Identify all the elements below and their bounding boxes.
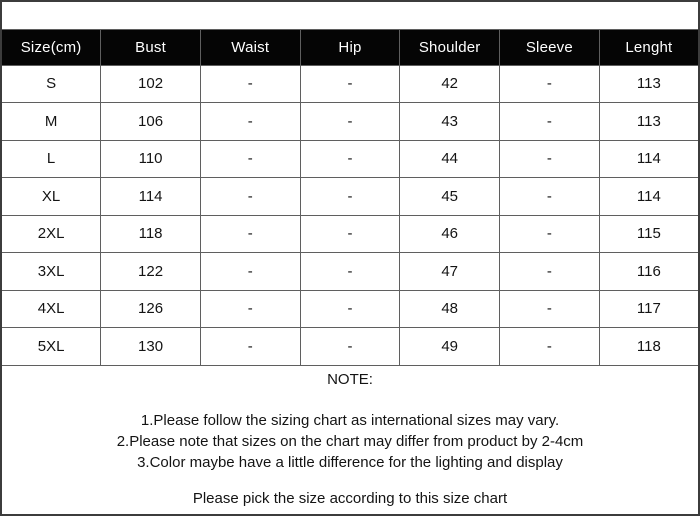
- length-value: 117: [599, 290, 699, 328]
- note-footer: Please pick the size according to this size chart: [192, 490, 508, 508]
- size-chart-header: [1, 1, 699, 65]
- size-label: 2XL: [1, 215, 101, 253]
- size-label: M: [1, 103, 101, 141]
- bust-value: 106: [101, 103, 201, 141]
- size-label: 4XL: [1, 290, 101, 328]
- size-label: 3XL: [1, 253, 101, 291]
- table-row-l: [1, 140, 699, 178]
- sleeve-value: -: [500, 328, 600, 366]
- bust-value: 130: [101, 328, 201, 366]
- shoulder-value: 43: [400, 103, 500, 141]
- hip-value: -: [300, 178, 400, 216]
- shoulder-value: 42: [400, 65, 500, 103]
- shoulder-value: 47: [400, 253, 500, 291]
- table-row-5xl: [1, 328, 699, 366]
- size-label: 5XL: [1, 328, 101, 366]
- note-line-3: 3.Color maybe have a little difference for the lighting and display: [137, 454, 563, 472]
- shoulder-value: 46: [400, 215, 500, 253]
- shoulder-value: 48: [400, 290, 500, 328]
- hip-value: -: [300, 215, 400, 253]
- column-header-length: Lenght: [599, 29, 699, 65]
- header-row: [1, 29, 699, 65]
- sleeve-value: -: [500, 215, 600, 253]
- sleeve-value: -: [500, 290, 600, 328]
- column-header-sleeve: Sleeve: [500, 29, 600, 65]
- hip-value: -: [300, 65, 400, 103]
- length-value: 113: [599, 65, 699, 103]
- length-value: 115: [599, 215, 699, 253]
- table-row-2xl: [1, 215, 699, 253]
- spacer-cell: [1, 1, 699, 29]
- column-header-bust: Bust: [101, 29, 201, 65]
- waist-value: -: [200, 253, 300, 291]
- size-label: S: [1, 65, 101, 103]
- spacer-row: [1, 1, 699, 29]
- waist-value: -: [200, 215, 300, 253]
- length-value: 113: [599, 103, 699, 141]
- length-value: 118: [599, 328, 699, 366]
- table-row-s: [1, 65, 699, 103]
- sleeve-value: -: [500, 140, 600, 178]
- note-section: [1, 365, 699, 515]
- length-value: 114: [599, 140, 699, 178]
- size-label: L: [1, 140, 101, 178]
- note-title: NOTE:: [327, 371, 373, 389]
- sleeve-value: -: [500, 103, 600, 141]
- shoulder-value: 45: [400, 178, 500, 216]
- bust-value: 110: [101, 140, 201, 178]
- note-line-1: 1.Please follow the sizing chart as international sizes may vary.: [140, 412, 560, 430]
- column-header-shoulder: Shoulder: [400, 29, 500, 65]
- sleeve-value: -: [500, 178, 600, 216]
- hip-value: -: [300, 290, 400, 328]
- column-header-hip: Hip: [300, 29, 400, 65]
- column-header-waist: Waist: [200, 29, 300, 65]
- column-header-size: Size(cm): [1, 29, 101, 65]
- length-value: 116: [599, 253, 699, 291]
- waist-value: -: [200, 178, 300, 216]
- table-row-3xl: [1, 253, 699, 291]
- hip-value: -: [300, 253, 400, 291]
- hip-value: -: [300, 103, 400, 141]
- bust-value: 122: [101, 253, 201, 291]
- sleeve-value: -: [500, 253, 600, 291]
- bust-value: 118: [101, 215, 201, 253]
- note-line-2: 2.Please note that sizes on the chart may differ from product by 2-4cm: [116, 433, 584, 451]
- waist-value: -: [200, 103, 300, 141]
- bust-value: 126: [101, 290, 201, 328]
- shoulder-value: 44: [400, 140, 500, 178]
- hip-value: -: [300, 328, 400, 366]
- table-row-m: [1, 103, 699, 141]
- bust-value: 114: [101, 178, 201, 216]
- waist-value: -: [200, 140, 300, 178]
- sleeve-value: -: [500, 65, 600, 103]
- size-chart-body: [1, 65, 699, 515]
- note-lines: [2, 410, 698, 473]
- table-row-4xl: [1, 290, 699, 328]
- table-row-xl: [1, 178, 699, 216]
- waist-value: -: [200, 328, 300, 366]
- shoulder-value: 49: [400, 328, 500, 366]
- length-value: 114: [599, 178, 699, 216]
- note-row: [1, 365, 699, 515]
- waist-value: -: [200, 290, 300, 328]
- hip-value: -: [300, 140, 400, 178]
- size-label: XL: [1, 178, 101, 216]
- bust-value: 102: [101, 65, 201, 103]
- waist-value: -: [200, 65, 300, 103]
